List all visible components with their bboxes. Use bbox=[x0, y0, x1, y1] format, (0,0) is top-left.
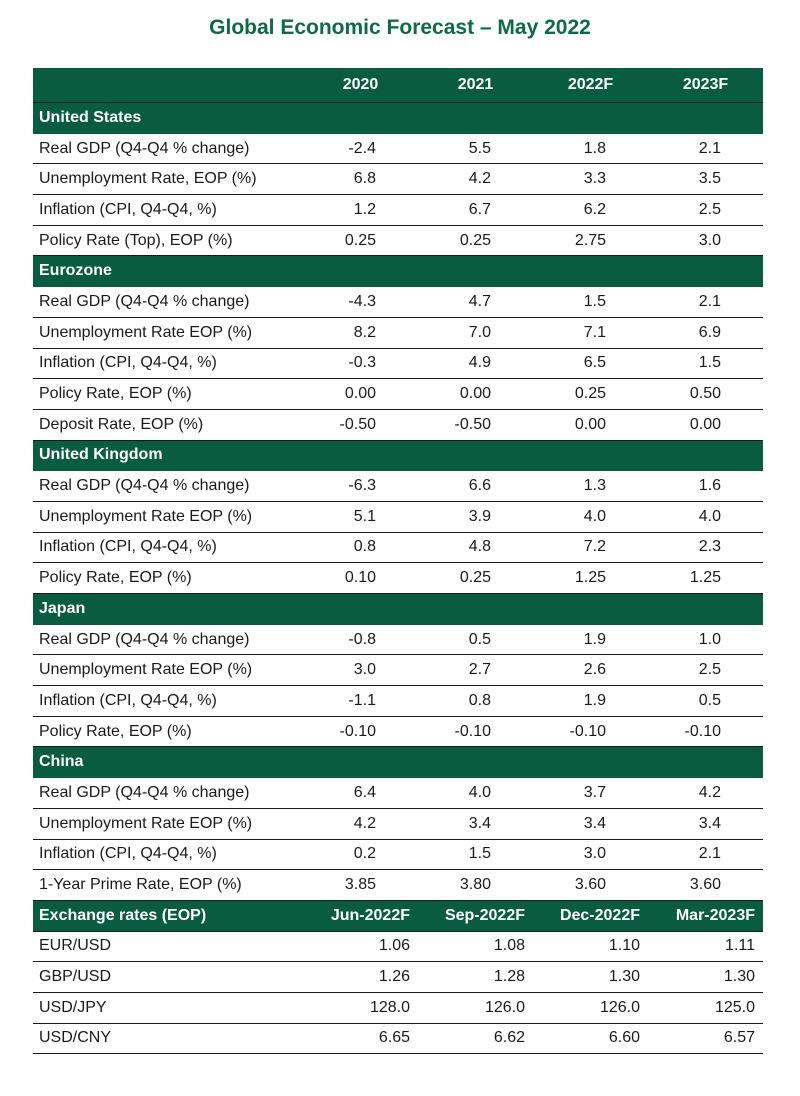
table-row bbox=[33, 624, 763, 655]
value-cell: -6.3 bbox=[303, 471, 418, 502]
value-cell: -4.3 bbox=[303, 287, 418, 318]
section-header-united-states bbox=[33, 103, 763, 134]
row-label: GBP/USD bbox=[33, 962, 303, 993]
table-row bbox=[33, 133, 763, 164]
value-cell: 4.9 bbox=[418, 348, 533, 379]
value-cell: 4.8 bbox=[418, 532, 533, 563]
column-header: 2020 bbox=[303, 68, 418, 103]
value-cell: 1.28 bbox=[418, 962, 533, 993]
value-cell: 126.0 bbox=[418, 992, 533, 1023]
value-cell: 1.5 bbox=[533, 287, 648, 318]
value-cell: 6.65 bbox=[303, 1023, 418, 1054]
value-cell: 6.6 bbox=[418, 471, 533, 502]
value-cell: 1.3 bbox=[533, 471, 648, 502]
value-cell: 6.7 bbox=[418, 195, 533, 226]
value-cell: 6.60 bbox=[533, 1023, 648, 1054]
value-cell: 0.25 bbox=[418, 563, 533, 594]
value-cell: 6.4 bbox=[303, 778, 418, 809]
value-cell: -0.10 bbox=[418, 716, 533, 747]
table-row bbox=[33, 808, 763, 839]
table-row bbox=[33, 655, 763, 686]
value-cell: 5.1 bbox=[303, 501, 418, 532]
value-cell: 1.30 bbox=[648, 962, 763, 993]
value-cell: 3.4 bbox=[418, 808, 533, 839]
row-label: Unemployment Rate EOP (%) bbox=[33, 808, 303, 839]
value-cell: 3.7 bbox=[533, 778, 648, 809]
table-row bbox=[33, 992, 763, 1023]
section-title: United Kingdom bbox=[33, 440, 763, 471]
value-cell: 7.1 bbox=[533, 317, 648, 348]
section-header-eurozone bbox=[33, 256, 763, 287]
table-row bbox=[33, 164, 763, 195]
value-cell: 0.8 bbox=[303, 532, 418, 563]
value-cell: 3.9 bbox=[418, 501, 533, 532]
section-header-united-kingdom bbox=[33, 440, 763, 471]
table-row bbox=[33, 409, 763, 440]
value-cell: 1.5 bbox=[648, 348, 763, 379]
table-row bbox=[33, 287, 763, 318]
row-label: Inflation (CPI, Q4-Q4, %) bbox=[33, 195, 303, 226]
value-cell: 3.5 bbox=[648, 164, 763, 195]
value-cell: 3.4 bbox=[648, 808, 763, 839]
column-header: 2021 bbox=[418, 68, 533, 103]
value-cell: -0.10 bbox=[303, 716, 418, 747]
value-cell: 128.0 bbox=[303, 992, 418, 1023]
value-cell: 1.9 bbox=[533, 686, 648, 717]
section-header-japan bbox=[33, 594, 763, 625]
row-label: Unemployment Rate, EOP (%) bbox=[33, 164, 303, 195]
row-label: Policy Rate (Top), EOP (%) bbox=[33, 225, 303, 256]
exchange-rates-header-row bbox=[33, 900, 763, 931]
value-cell: 1.6 bbox=[648, 471, 763, 502]
column-header: Jun-2022F bbox=[303, 900, 418, 931]
value-cell: 1.5 bbox=[418, 839, 533, 870]
value-cell: 0.10 bbox=[303, 563, 418, 594]
section-title: United States bbox=[33, 103, 763, 134]
value-cell: 1.2 bbox=[303, 195, 418, 226]
row-label: Inflation (CPI, Q4-Q4, %) bbox=[33, 839, 303, 870]
value-cell: 4.2 bbox=[418, 164, 533, 195]
value-cell: 1.25 bbox=[533, 563, 648, 594]
table-row bbox=[33, 317, 763, 348]
row-label: USD/JPY bbox=[33, 992, 303, 1023]
column-header: Dec-2022F bbox=[533, 900, 648, 931]
column-header: Mar-2023F bbox=[648, 900, 763, 931]
value-cell: -2.4 bbox=[303, 133, 418, 164]
table-row bbox=[33, 195, 763, 226]
value-cell: 1.26 bbox=[303, 962, 418, 993]
value-cell: 0.00 bbox=[418, 379, 533, 410]
row-label: Policy Rate, EOP (%) bbox=[33, 563, 303, 594]
value-cell: 0.00 bbox=[648, 409, 763, 440]
value-cell: -0.8 bbox=[303, 624, 418, 655]
section-title: Eurozone bbox=[33, 256, 763, 287]
value-cell: -0.50 bbox=[303, 409, 418, 440]
value-cell: 125.0 bbox=[648, 992, 763, 1023]
table-row bbox=[33, 501, 763, 532]
value-cell: 3.4 bbox=[533, 808, 648, 839]
value-cell: 1.08 bbox=[418, 931, 533, 962]
table-row bbox=[33, 348, 763, 379]
value-cell: 0.25 bbox=[418, 225, 533, 256]
row-label: Deposit Rate, EOP (%) bbox=[33, 409, 303, 440]
value-cell: 6.2 bbox=[533, 195, 648, 226]
row-label: 1-Year Prime Rate, EOP (%) bbox=[33, 870, 303, 901]
value-cell: 4.0 bbox=[533, 501, 648, 532]
value-cell: 3.60 bbox=[648, 870, 763, 901]
value-cell: 1.30 bbox=[533, 962, 648, 993]
value-cell: 1.06 bbox=[303, 931, 418, 962]
row-label: Real GDP (Q4-Q4 % change) bbox=[33, 471, 303, 502]
value-cell: 7.0 bbox=[418, 317, 533, 348]
value-cell: 2.5 bbox=[648, 195, 763, 226]
value-cell: 2.1 bbox=[648, 287, 763, 318]
row-label: Policy Rate, EOP (%) bbox=[33, 716, 303, 747]
value-cell: 6.9 bbox=[648, 317, 763, 348]
row-label: USD/CNY bbox=[33, 1023, 303, 1054]
column-header: 2022F bbox=[533, 68, 648, 103]
row-label: Inflation (CPI, Q4-Q4, %) bbox=[33, 348, 303, 379]
row-label: Inflation (CPI, Q4-Q4, %) bbox=[33, 532, 303, 563]
row-label: Unemployment Rate EOP (%) bbox=[33, 317, 303, 348]
table-row bbox=[33, 532, 763, 563]
value-cell: 4.2 bbox=[648, 778, 763, 809]
value-cell: 6.8 bbox=[303, 164, 418, 195]
value-cell: 2.6 bbox=[533, 655, 648, 686]
section-title: China bbox=[33, 747, 763, 778]
value-cell: 6.57 bbox=[648, 1023, 763, 1054]
value-cell: 2.75 bbox=[533, 225, 648, 256]
table-row bbox=[33, 1023, 763, 1054]
value-cell: 4.0 bbox=[418, 778, 533, 809]
value-cell: 2.1 bbox=[648, 839, 763, 870]
value-cell: 2.3 bbox=[648, 532, 763, 563]
value-cell: 6.62 bbox=[418, 1023, 533, 1054]
row-label: Real GDP (Q4-Q4 % change) bbox=[33, 287, 303, 318]
row-label: Real GDP (Q4-Q4 % change) bbox=[33, 778, 303, 809]
value-cell: 0.8 bbox=[418, 686, 533, 717]
year-header-row bbox=[33, 68, 763, 103]
value-cell: 0.50 bbox=[648, 379, 763, 410]
column-header: Sep-2022F bbox=[418, 900, 533, 931]
row-label: Inflation (CPI, Q4-Q4, %) bbox=[33, 686, 303, 717]
value-cell: -0.10 bbox=[648, 716, 763, 747]
table-row bbox=[33, 686, 763, 717]
table-row bbox=[33, 379, 763, 410]
row-label: EUR/USD bbox=[33, 931, 303, 962]
table-row bbox=[33, 225, 763, 256]
value-cell: 3.0 bbox=[533, 839, 648, 870]
value-cell: 1.8 bbox=[533, 133, 648, 164]
table-row bbox=[33, 962, 763, 993]
value-cell: 0.25 bbox=[303, 225, 418, 256]
value-cell: -1.1 bbox=[303, 686, 418, 717]
value-cell: 3.85 bbox=[303, 870, 418, 901]
forecast-table bbox=[33, 68, 763, 1054]
row-label: Unemployment Rate EOP (%) bbox=[33, 501, 303, 532]
value-cell: 1.9 bbox=[533, 624, 648, 655]
column-header bbox=[33, 68, 303, 103]
section-title: Japan bbox=[33, 594, 763, 625]
value-cell: -0.10 bbox=[533, 716, 648, 747]
table-row bbox=[33, 471, 763, 502]
value-cell: 4.7 bbox=[418, 287, 533, 318]
value-cell: 0.00 bbox=[303, 379, 418, 410]
row-label: Real GDP (Q4-Q4 % change) bbox=[33, 624, 303, 655]
row-label: Real GDP (Q4-Q4 % change) bbox=[33, 133, 303, 164]
table-row bbox=[33, 778, 763, 809]
value-cell: 0.25 bbox=[533, 379, 648, 410]
value-cell: 3.3 bbox=[533, 164, 648, 195]
value-cell: 0.00 bbox=[533, 409, 648, 440]
value-cell: 3.60 bbox=[533, 870, 648, 901]
value-cell: 2.5 bbox=[648, 655, 763, 686]
value-cell: 1.0 bbox=[648, 624, 763, 655]
table-row bbox=[33, 839, 763, 870]
value-cell: 6.5 bbox=[533, 348, 648, 379]
value-cell: 2.1 bbox=[648, 133, 763, 164]
value-cell: -0.3 bbox=[303, 348, 418, 379]
value-cell: 1.25 bbox=[648, 563, 763, 594]
value-cell: 1.10 bbox=[533, 931, 648, 962]
value-cell: 3.80 bbox=[418, 870, 533, 901]
exchange-rates-title: Exchange rates (EOP) bbox=[33, 900, 303, 931]
table-row bbox=[33, 931, 763, 962]
table-row bbox=[33, 870, 763, 901]
value-cell: -0.50 bbox=[418, 409, 533, 440]
value-cell: 3.0 bbox=[303, 655, 418, 686]
column-header: 2023F bbox=[648, 68, 763, 103]
value-cell: 4.2 bbox=[303, 808, 418, 839]
value-cell: 4.0 bbox=[648, 501, 763, 532]
value-cell: 8.2 bbox=[303, 317, 418, 348]
value-cell: 0.5 bbox=[648, 686, 763, 717]
value-cell: 1.11 bbox=[648, 931, 763, 962]
value-cell: 3.0 bbox=[648, 225, 763, 256]
value-cell: 7.2 bbox=[533, 532, 648, 563]
row-label: Policy Rate, EOP (%) bbox=[33, 379, 303, 410]
page-title: Global Economic Forecast – May 2022 bbox=[209, 16, 591, 39]
value-cell: 0.2 bbox=[303, 839, 418, 870]
section-header-china bbox=[33, 747, 763, 778]
value-cell: 5.5 bbox=[418, 133, 533, 164]
row-label: Unemployment Rate EOP (%) bbox=[33, 655, 303, 686]
value-cell: 2.7 bbox=[418, 655, 533, 686]
value-cell: 126.0 bbox=[533, 992, 648, 1023]
value-cell: 0.5 bbox=[418, 624, 533, 655]
table-row bbox=[33, 716, 763, 747]
table-row bbox=[33, 563, 763, 594]
